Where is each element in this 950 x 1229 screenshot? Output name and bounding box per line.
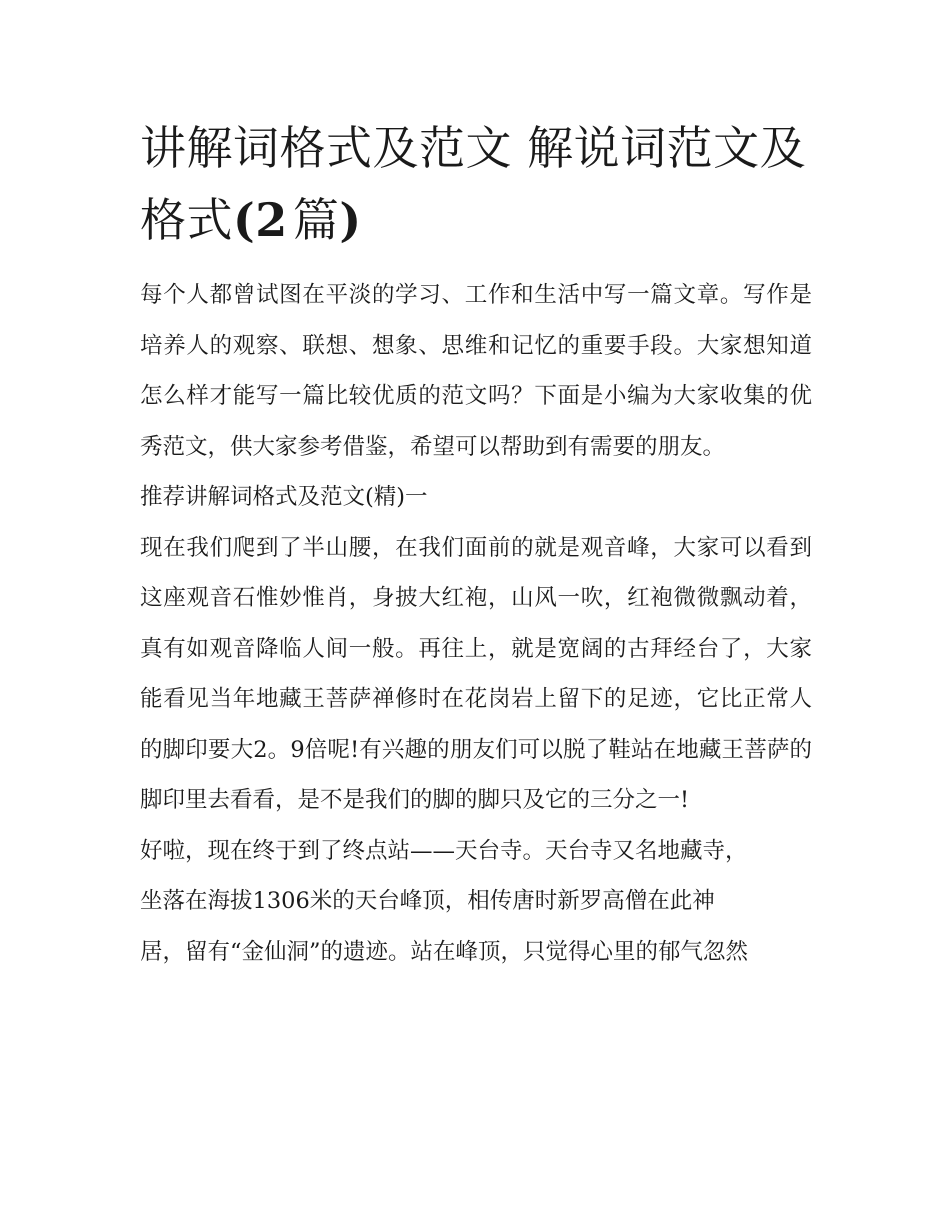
title-count-close: ) <box>339 193 362 247</box>
body-paragraph-1: 现在我们爬到了半山腰，在我们面前的就是观音峰，大家可以看到这座观音石惟妙惟肖，身披大红袍，山风一吹，红袍微微飘动着，真有如观音降临人间一般。再往上，就是宽阔的古拜经台了，大家能看见当年地藏王菩萨禅修时在花岗岩上留下的足迹，它比正常人的脚印要大2。9倍呢!有兴趣的朋友们可以脱了鞋站在地藏王菩萨的脚印里去看看，是不是我们的脚的脚只及它的三分之一! <box>140 534 812 813</box>
body-paragraph-2-line-1: 好啦，现在终于到了终点站——天台寺。天台寺又名地藏寺， <box>140 837 748 864</box>
title-count-open: (2 <box>233 193 288 247</box>
section-heading: 推荐讲解词格式及范文(精)一 <box>140 484 428 510</box>
title-count-unit: 篇 <box>292 193 340 247</box>
document-title <box>140 112 812 256</box>
body-paragraph-2-line-3: 居，留有“金仙洞”的遗迹。站在峰顶，只觉得心里的郁气忽然 <box>140 938 749 965</box>
body-paragraph-2 <box>140 826 812 978</box>
title-text: 讲解词格式及范文 解说词范文及格式 <box>140 121 807 247</box>
intro-paragraph: 每个人都曾试图在平淡的学习、工作和生活中写一篇文章。写作是培养人的观察、联想、想象、思维和记忆的重要手段。大家想知道怎么样才能写一篇比较优质的范文吗？下面是小编为大家收集的优秀范文，供大家参考借鉴，希望可以帮助到有需要的朋友。 <box>140 282 812 460</box>
body-paragraph-2-line-2: 坐落在海拔1306米的天台峰顶，相传唐时新罗高僧在此神 <box>140 888 715 914</box>
